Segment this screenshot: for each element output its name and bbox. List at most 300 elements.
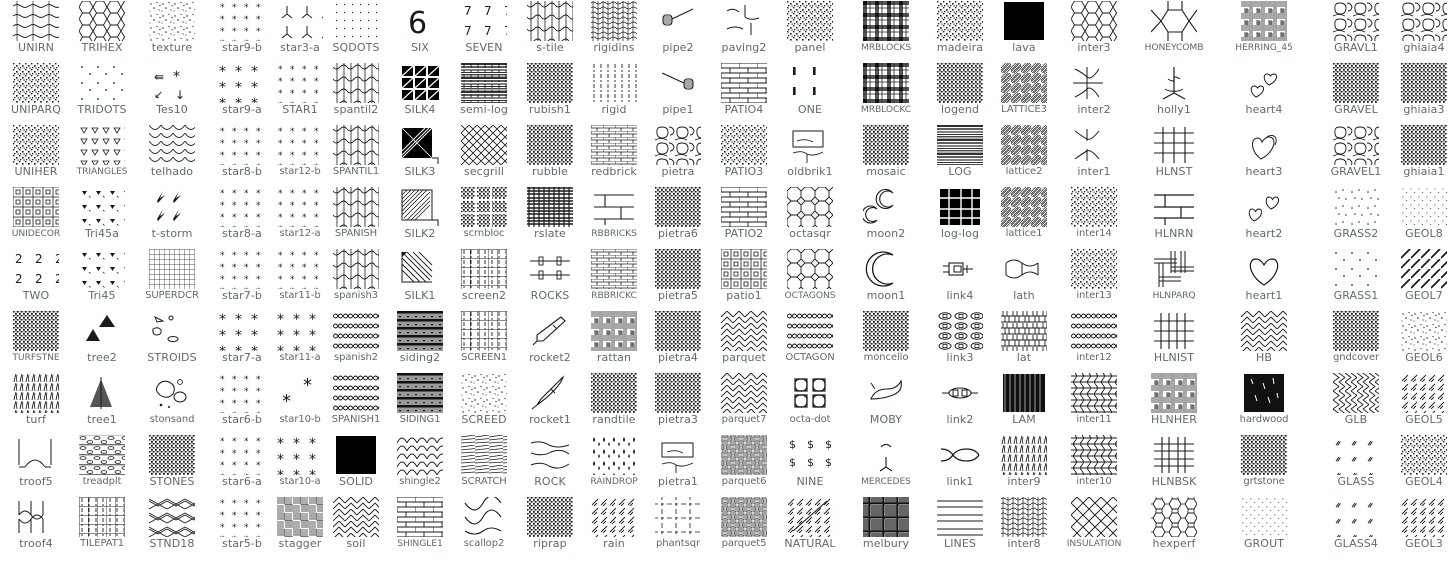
pattern-swatch-lattice3[interactable] <box>1001 63 1047 103</box>
pattern-swatch-inter13[interactable] <box>1071 249 1117 289</box>
pattern-cell[interactable] <box>71 0 133 62</box>
pattern-swatch-inter14[interactable] <box>1071 187 1117 227</box>
pattern-swatch-glb[interactable] <box>1333 373 1379 413</box>
pattern-cell[interactable] <box>1233 62 1295 124</box>
pattern-cell[interactable] <box>269 62 331 124</box>
pattern-swatch-screen2[interactable] <box>461 249 507 289</box>
pattern-swatch-tree2[interactable] <box>79 311 125 351</box>
pattern-swatch-inter1[interactable] <box>1071 125 1117 165</box>
pattern-cell[interactable] <box>269 248 331 310</box>
pattern-swatch-screen1[interactable] <box>461 311 507 351</box>
pattern-swatch-moby[interactable] <box>863 373 909 413</box>
pattern-swatch-roc ks[interactable] <box>527 249 573 289</box>
pattern-cell[interactable] <box>519 496 581 558</box>
pattern-cell[interactable] <box>1393 310 1449 372</box>
pattern-swatch-heart1[interactable] <box>1241 249 1287 289</box>
pattern-swatch-hlnist[interactable] <box>1151 311 1197 351</box>
pattern-swatch-lattice1[interactable] <box>1001 187 1047 227</box>
pattern-swatch-star6a[interactable] <box>219 435 265 475</box>
pattern-swatch-link2[interactable] <box>937 373 983 413</box>
pattern-cell[interactable] <box>779 248 841 310</box>
pattern-cell[interactable] <box>713 496 775 558</box>
pattern-cell[interactable] <box>325 124 387 186</box>
pattern-swatch-raindrop[interactable] <box>591 435 637 475</box>
pattern-cell[interactable] <box>1325 496 1387 558</box>
pattern-cell[interactable] <box>211 62 273 124</box>
pattern-cell[interactable] <box>779 186 841 248</box>
pattern-swatch-link3[interactable] <box>937 311 983 351</box>
pattern-swatch-spantil2[interactable] <box>333 63 379 103</box>
pattern-swatch-lattice2[interactable] <box>1001 125 1047 165</box>
pattern-cell[interactable] <box>713 62 775 124</box>
pattern-cell[interactable] <box>647 62 709 124</box>
pattern-swatch-star11a[interactable] <box>277 311 323 351</box>
pattern-swatch-spanish3[interactable] <box>333 249 379 289</box>
pattern-swatch-mosaic[interactable] <box>863 125 909 165</box>
pattern-cell[interactable] <box>1143 186 1205 248</box>
pattern-cell[interactable] <box>647 310 709 372</box>
pattern-cell[interactable] <box>519 0 581 62</box>
pattern-swatch-inter2[interactable] <box>1071 63 1117 103</box>
pattern-swatch-stile[interactable] <box>527 1 573 41</box>
pattern-cell[interactable] <box>1393 0 1449 62</box>
pattern-cell[interactable] <box>1393 124 1449 186</box>
pattern-cell[interactable] <box>1325 62 1387 124</box>
pattern-cell[interactable] <box>929 186 991 248</box>
pattern-cell[interactable] <box>779 372 841 434</box>
pattern-swatch-tes10[interactable] <box>149 63 195 103</box>
pattern-cell[interactable] <box>779 310 841 372</box>
pattern-swatch-inter8[interactable] <box>1001 497 1047 537</box>
pattern-swatch-tstorm[interactable] <box>149 187 195 227</box>
pattern-swatch-gndcover[interactable] <box>1333 311 1379 351</box>
pattern-swatch-geol4[interactable] <box>1401 435 1447 475</box>
pattern-cell[interactable] <box>855 248 917 310</box>
pattern-cell[interactable] <box>211 496 273 558</box>
pattern-cell[interactable] <box>929 248 991 310</box>
pattern-cell[interactable] <box>1393 434 1449 496</box>
pattern-swatch-link4[interactable] <box>937 249 983 289</box>
pattern-cell[interactable] <box>325 372 387 434</box>
pattern-cell[interactable] <box>389 248 451 310</box>
pattern-swatch-rubish1[interactable] <box>527 63 573 103</box>
pattern-swatch-spanish2[interactable] <box>333 311 379 351</box>
pattern-swatch-heart2[interactable] <box>1241 187 1287 227</box>
pattern-swatch-shingle1[interactable] <box>397 497 443 537</box>
pattern-swatch-parquet[interactable] <box>721 311 767 351</box>
pattern-cell[interactable] <box>71 248 133 310</box>
pattern-cell[interactable] <box>1143 248 1205 310</box>
pattern-cell[interactable] <box>389 62 451 124</box>
pattern-swatch-nine[interactable] <box>787 435 833 475</box>
pattern-cell[interactable] <box>5 434 67 496</box>
pattern-cell[interactable] <box>1233 496 1295 558</box>
pattern-cell[interactable] <box>993 310 1055 372</box>
pattern-swatch-siding1[interactable] <box>397 373 443 413</box>
pattern-swatch-star9a[interactable] <box>219 63 265 103</box>
pattern-swatch-geol5[interactable] <box>1401 373 1447 413</box>
pattern-cell[interactable] <box>269 0 331 62</box>
pattern-cell[interactable] <box>1063 496 1125 558</box>
pattern-swatch-six[interactable] <box>397 1 443 41</box>
pattern-swatch-sqdots[interactable] <box>333 1 379 41</box>
pattern-swatch-trihex[interactable] <box>79 1 125 41</box>
pattern-cell[interactable] <box>1233 186 1295 248</box>
pattern-cell[interactable] <box>1325 434 1387 496</box>
pattern-cell[interactable] <box>325 62 387 124</box>
pattern-swatch-scrnbloc[interactable] <box>461 187 507 227</box>
pattern-swatch-gravl1[interactable] <box>1333 1 1379 41</box>
pattern-swatch-spantil1[interactable] <box>333 125 379 165</box>
pattern-swatch-lava[interactable] <box>1001 1 1047 41</box>
pattern-swatch-star3a[interactable] <box>277 1 323 41</box>
pattern-cell[interactable] <box>855 372 917 434</box>
pattern-cell[interactable] <box>1325 248 1387 310</box>
pattern-cell[interactable] <box>325 186 387 248</box>
pattern-cell[interactable] <box>1393 248 1449 310</box>
pattern-cell[interactable] <box>325 248 387 310</box>
pattern-cell[interactable] <box>5 372 67 434</box>
pattern-cell[interactable] <box>929 434 991 496</box>
pattern-swatch-riprap[interactable] <box>527 497 573 537</box>
pattern-swatch-star7a[interactable] <box>219 311 265 351</box>
pattern-swatch-star12a[interactable] <box>277 187 323 227</box>
pattern-cell[interactable] <box>389 310 451 372</box>
pattern-cell[interactable] <box>583 434 645 496</box>
pattern-cell[interactable] <box>389 496 451 558</box>
pattern-cell[interactable] <box>1063 372 1125 434</box>
pattern-cell[interactable] <box>1063 248 1125 310</box>
pattern-cell[interactable] <box>325 310 387 372</box>
pattern-cell[interactable] <box>1325 310 1387 372</box>
pattern-cell[interactable] <box>269 496 331 558</box>
pattern-cell[interactable] <box>141 434 203 496</box>
pattern-cell[interactable] <box>389 434 451 496</box>
pattern-swatch-holly1[interactable] <box>1151 63 1197 103</box>
pattern-cell[interactable] <box>269 372 331 434</box>
pattern-swatch-hb[interactable] <box>1241 311 1287 351</box>
pattern-cell[interactable] <box>5 124 67 186</box>
pattern-swatch-rattan[interactable] <box>591 311 637 351</box>
pattern-swatch-turf[interactable] <box>13 373 59 413</box>
pattern-cell[interactable] <box>929 124 991 186</box>
pattern-cell[interactable] <box>1393 186 1449 248</box>
pattern-cell[interactable] <box>855 62 917 124</box>
pattern-cell[interactable] <box>269 310 331 372</box>
pattern-cell[interactable] <box>1325 0 1387 62</box>
pattern-swatch-rubble[interactable] <box>527 125 573 165</box>
pattern-swatch-siding2[interactable] <box>397 311 443 351</box>
pattern-swatch-glass4[interactable] <box>1333 497 1379 537</box>
pattern-cell[interactable] <box>5 248 67 310</box>
pattern-swatch-glass[interactable] <box>1333 435 1379 475</box>
pattern-cell[interactable] <box>453 310 515 372</box>
pattern-swatch-treadplt[interactable] <box>79 435 125 475</box>
pattern-swatch-hlnbsk[interactable] <box>1151 435 1197 475</box>
pattern-cell[interactable] <box>1393 496 1449 558</box>
pattern-swatch-tri45a[interactable] <box>79 187 125 227</box>
pattern-cell[interactable] <box>389 0 451 62</box>
pattern-cell[interactable] <box>141 186 203 248</box>
pattern-swatch-inter12[interactable] <box>1071 311 1117 351</box>
pattern-swatch-stonsand[interactable] <box>149 373 195 413</box>
pattern-cell[interactable] <box>929 372 991 434</box>
pattern-swatch-seven[interactable] <box>461 1 507 41</box>
pattern-cell[interactable] <box>453 372 515 434</box>
pattern-cell[interactable] <box>211 310 273 372</box>
pattern-cell[interactable] <box>1325 372 1387 434</box>
pattern-cell[interactable] <box>1143 496 1205 558</box>
pattern-swatch-rocket1[interactable] <box>527 373 573 413</box>
pattern-swatch-rbbrickc[interactable] <box>591 249 637 289</box>
pattern-cell[interactable] <box>713 186 775 248</box>
pattern-swatch-star8b[interactable] <box>219 125 265 165</box>
pattern-cell[interactable] <box>855 496 917 558</box>
pattern-swatch-panel[interactable] <box>787 1 833 41</box>
pattern-cell[interactable] <box>929 62 991 124</box>
pattern-cell[interactable] <box>993 434 1055 496</box>
pattern-cell[interactable] <box>779 0 841 62</box>
pattern-swatch-lines[interactable] <box>937 497 983 537</box>
pattern-cell[interactable] <box>855 434 917 496</box>
pattern-swatch-geol7[interactable] <box>1401 249 1447 289</box>
pattern-cell[interactable] <box>1063 62 1125 124</box>
pattern-cell[interactable] <box>1063 310 1125 372</box>
pattern-swatch-pietra6[interactable] <box>655 187 701 227</box>
pattern-swatch-mercedes[interactable] <box>863 435 909 475</box>
pattern-swatch-pipe2[interactable] <box>655 1 701 41</box>
pattern-cell[interactable] <box>211 248 273 310</box>
pattern-cell[interactable] <box>269 124 331 186</box>
pattern-swatch-star8a[interactable] <box>219 187 265 227</box>
pattern-cell[interactable] <box>855 310 917 372</box>
pattern-swatch-inter11[interactable] <box>1071 373 1117 413</box>
pattern-swatch-natural[interactable] <box>787 497 833 537</box>
pattern-cell[interactable] <box>583 248 645 310</box>
pattern-cell[interactable] <box>453 186 515 248</box>
pattern-cell[interactable] <box>389 124 451 186</box>
pattern-swatch-honeycomb[interactable] <box>1151 1 1197 41</box>
pattern-swatch-semilog[interactable] <box>461 63 507 103</box>
pattern-cell[interactable] <box>1393 372 1449 434</box>
pattern-cell[interactable] <box>647 434 709 496</box>
pattern-swatch-madeira[interactable] <box>937 1 983 41</box>
pattern-cell[interactable] <box>855 186 917 248</box>
pattern-swatch-link1[interactable] <box>937 435 983 475</box>
pattern-cell[interactable] <box>269 434 331 496</box>
pattern-swatch-unidecor[interactable] <box>13 187 59 227</box>
pattern-cell[interactable] <box>141 62 203 124</box>
pattern-cell[interactable] <box>993 0 1055 62</box>
pattern-cell[interactable] <box>779 124 841 186</box>
pattern-swatch-hardwood[interactable] <box>1241 373 1287 413</box>
pattern-cell[interactable] <box>5 496 67 558</box>
pattern-swatch-stagger[interactable] <box>277 497 323 537</box>
pattern-swatch-herring45[interactable] <box>1241 1 1287 41</box>
pattern-cell[interactable] <box>779 434 841 496</box>
pattern-cell[interactable] <box>1063 434 1125 496</box>
pattern-swatch-inter3[interactable] <box>1071 1 1117 41</box>
pattern-cell[interactable] <box>993 124 1055 186</box>
pattern-swatch-tri45[interactable] <box>79 249 125 289</box>
pattern-cell[interactable] <box>1143 310 1205 372</box>
pattern-cell[interactable] <box>993 372 1055 434</box>
pattern-swatch-moon1[interactable] <box>863 249 909 289</box>
pattern-cell[interactable] <box>1233 0 1295 62</box>
pattern-cell[interactable] <box>583 496 645 558</box>
pattern-swatch-stnd18[interactable] <box>149 497 195 537</box>
pattern-swatch-parquet6[interactable] <box>721 435 767 475</box>
pattern-swatch-soil[interactable] <box>333 497 379 537</box>
pattern-cell[interactable] <box>519 62 581 124</box>
pattern-cell[interactable] <box>779 496 841 558</box>
pattern-swatch-gravel1[interactable] <box>1333 125 1379 165</box>
pattern-cell[interactable] <box>5 310 67 372</box>
pattern-cell[interactable] <box>453 496 515 558</box>
pattern-cell[interactable] <box>5 0 67 62</box>
pattern-swatch-phantsqr[interactable] <box>655 497 701 537</box>
pattern-cell[interactable] <box>647 124 709 186</box>
pattern-swatch-patio4[interactable] <box>721 63 767 103</box>
pattern-cell[interactable] <box>141 372 203 434</box>
pattern-cell[interactable] <box>779 62 841 124</box>
pattern-swatch-mrblocks[interactable] <box>863 1 909 41</box>
pattern-cell[interactable] <box>713 310 775 372</box>
pattern-swatch-oldbrik1[interactable] <box>787 125 833 165</box>
pattern-swatch-pietra4[interactable] <box>655 311 701 351</box>
pattern-cell[interactable] <box>141 0 203 62</box>
pattern-swatch-ghiaia1[interactable] <box>1401 125 1447 165</box>
pattern-swatch-rslate[interactable] <box>527 187 573 227</box>
pattern-cell[interactable] <box>71 310 133 372</box>
pattern-swatch-pietra5[interactable] <box>655 249 701 289</box>
pattern-swatch-inter10[interactable] <box>1071 435 1117 475</box>
pattern-cell[interactable] <box>5 186 67 248</box>
pattern-swatch-parquet5[interactable] <box>721 497 767 537</box>
pattern-swatch-scratch[interactable] <box>461 435 507 475</box>
pattern-swatch-octagons[interactable] <box>787 249 833 289</box>
pattern-cell[interactable] <box>855 124 917 186</box>
pattern-swatch-stroids[interactable] <box>149 311 195 351</box>
pattern-cell[interactable] <box>583 0 645 62</box>
pattern-swatch-one[interactable] <box>787 63 833 103</box>
pattern-swatch-troof4[interactable] <box>13 497 59 537</box>
pattern-cell[interactable] <box>713 248 775 310</box>
pattern-swatch-moon2[interactable] <box>863 187 909 227</box>
pattern-cell[interactable] <box>141 310 203 372</box>
pattern-swatch-grtstone[interactable] <box>1241 435 1287 475</box>
pattern-cell[interactable] <box>929 0 991 62</box>
pattern-swatch-gravel[interactable] <box>1333 63 1379 103</box>
pattern-swatch-patio1[interactable] <box>721 249 767 289</box>
pattern-swatch-star12b[interactable] <box>277 125 323 165</box>
pattern-swatch-unirn[interactable] <box>13 1 59 41</box>
pattern-cell[interactable] <box>1143 62 1205 124</box>
pattern-swatch-lam[interactable] <box>1001 373 1047 413</box>
pattern-cell[interactable] <box>1325 186 1387 248</box>
pattern-swatch-hlnst[interactable] <box>1151 125 1197 165</box>
pattern-swatch-lath[interactable] <box>1001 249 1047 289</box>
pattern-swatch-loglog[interactable] <box>937 187 983 227</box>
pattern-swatch-texture[interactable] <box>149 1 195 41</box>
pattern-swatch-star6b[interactable] <box>219 373 265 413</box>
pattern-swatch-rigid[interactable] <box>591 63 637 103</box>
pattern-cell[interactable] <box>1233 310 1295 372</box>
pattern-cell[interactable] <box>1325 124 1387 186</box>
pattern-cell[interactable] <box>211 186 273 248</box>
pattern-swatch-geol8[interactable] <box>1401 187 1447 227</box>
pattern-swatch-tridots[interactable] <box>79 63 125 103</box>
pattern-cell[interactable] <box>71 124 133 186</box>
pattern-cell[interactable] <box>519 124 581 186</box>
pattern-cell[interactable] <box>583 62 645 124</box>
pattern-swatch-grout[interactable] <box>1241 497 1287 537</box>
pattern-cell[interactable] <box>519 248 581 310</box>
pattern-swatch-star5b[interactable] <box>219 497 265 537</box>
pattern-cell[interactable] <box>1233 124 1295 186</box>
pattern-cell[interactable] <box>325 496 387 558</box>
pattern-cell[interactable] <box>519 186 581 248</box>
pattern-swatch-telhado[interactable] <box>149 125 195 165</box>
pattern-swatch-two[interactable] <box>13 249 59 289</box>
pattern-swatch-hlnher[interactable] <box>1151 373 1197 413</box>
pattern-swatch-star10b[interactable] <box>277 373 323 413</box>
pattern-cell[interactable] <box>389 186 451 248</box>
pattern-swatch-uniparq[interactable] <box>13 63 59 103</box>
pattern-swatch-star10a[interactable] <box>277 435 323 475</box>
pattern-swatch-hlnrn[interactable] <box>1151 187 1197 227</box>
pattern-cell[interactable] <box>211 124 273 186</box>
pattern-swatch-triangles[interactable] <box>79 125 125 165</box>
pattern-swatch-pietra1[interactable] <box>655 435 701 475</box>
pattern-swatch-star9b[interactable] <box>219 1 265 41</box>
pattern-swatch-melbury[interactable] <box>863 497 909 537</box>
pattern-swatch-silk3[interactable] <box>397 125 443 165</box>
pattern-cell[interactable] <box>1233 434 1295 496</box>
pattern-swatch-tilepat1[interactable] <box>79 497 125 537</box>
pattern-cell[interactable] <box>519 310 581 372</box>
pattern-swatch-redbrick[interactable] <box>591 125 637 165</box>
pattern-cell[interactable] <box>1143 434 1205 496</box>
pattern-cell[interactable] <box>71 186 133 248</box>
pattern-swatch-rain[interactable] <box>591 497 637 537</box>
pattern-cell[interactable] <box>713 0 775 62</box>
pattern-cell[interactable] <box>453 248 515 310</box>
pattern-cell[interactable] <box>71 62 133 124</box>
pattern-cell[interactable] <box>453 434 515 496</box>
pattern-cell[interactable] <box>855 0 917 62</box>
pattern-swatch-heart4[interactable] <box>1241 63 1287 103</box>
pattern-cell[interactable] <box>71 496 133 558</box>
pattern-swatch-geol3[interactable] <box>1401 497 1447 537</box>
pattern-swatch-uniher[interactable] <box>13 125 59 165</box>
pattern-swatch-spanish1[interactable] <box>333 373 379 413</box>
pattern-swatch-superdcr[interactable] <box>149 249 195 289</box>
pattern-cell[interactable] <box>211 0 273 62</box>
pattern-cell[interactable] <box>647 248 709 310</box>
pattern-cell[interactable] <box>141 124 203 186</box>
pattern-cell[interactable] <box>211 434 273 496</box>
pattern-swatch-rbbricks[interactable] <box>591 187 637 227</box>
pattern-cell[interactable] <box>713 434 775 496</box>
pattern-swatch-parquet7[interactable] <box>721 373 767 413</box>
pattern-swatch-moncello[interactable] <box>863 311 909 351</box>
pattern-swatch-secgrill[interactable] <box>461 125 507 165</box>
pattern-swatch-pipe1[interactable] <box>655 63 701 103</box>
pattern-cell[interactable] <box>71 372 133 434</box>
pattern-cell[interactable] <box>993 62 1055 124</box>
pattern-cell[interactable] <box>993 496 1055 558</box>
